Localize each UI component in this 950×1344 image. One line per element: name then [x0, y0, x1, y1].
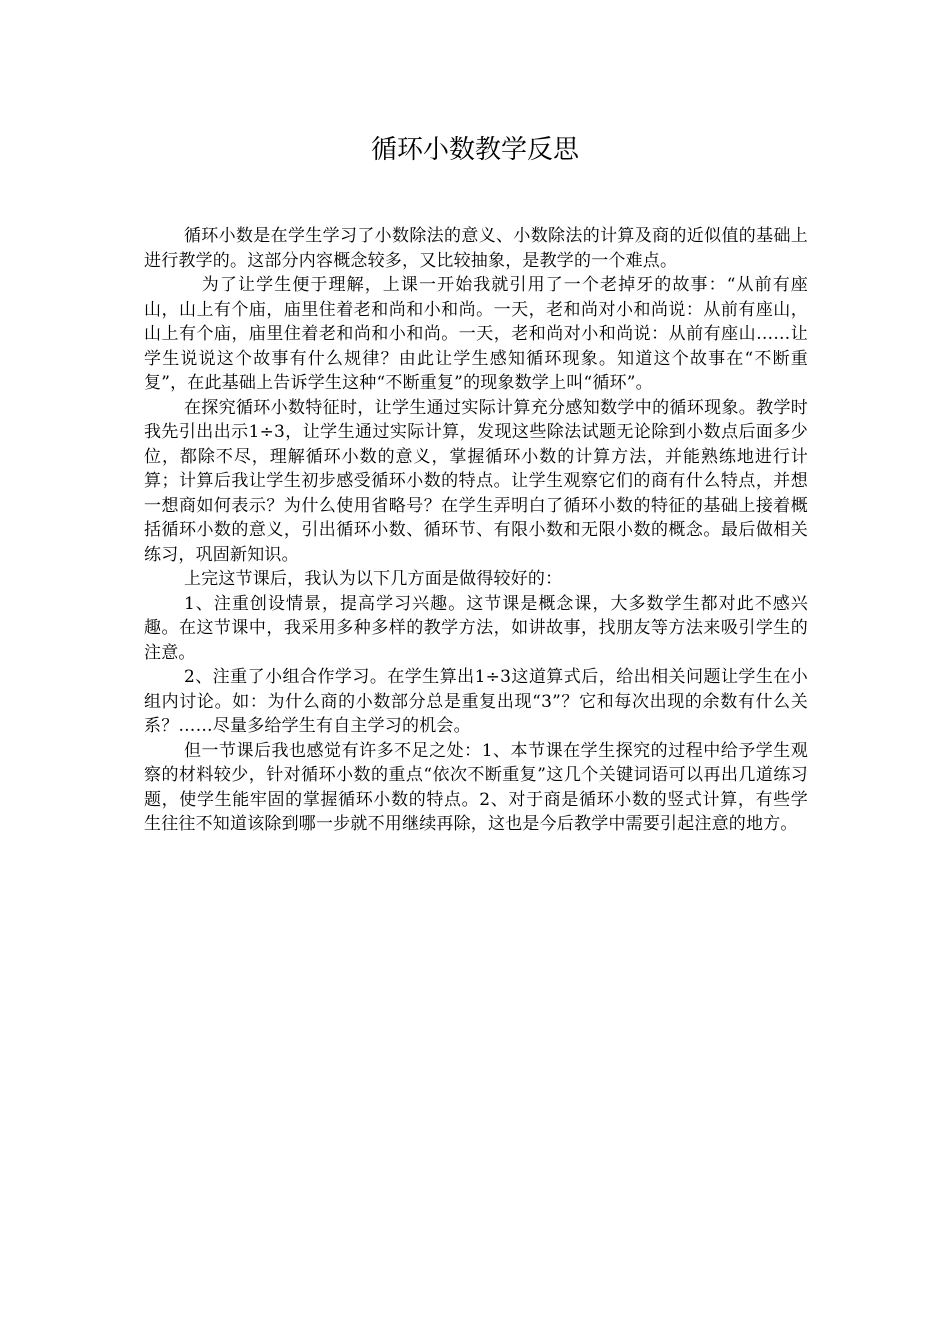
paragraph-shortcomings: 但一节课后我也感觉有许多不足之处：1、本节课在学生探究的过程中给予学生观察的材料较少，针对循环小数的重点“依次不断重复”这几个关键词语可以再出几道练习题，使学生能牢固的掌握循环小数的特点。2、对于商是循环小数的竖式计算，有些学生往往不知道该除到哪一步就不用继续再除，这也是今后教学中需要引起注意的地方。: [144, 740, 808, 834]
document-body: [144, 224, 808, 837]
document-title: 循环小数教学反思: [370, 135, 579, 165]
paragraph-strengths-heading: 上完这节课后，我认为以下几方面是做得较好的：: [183, 569, 563, 589]
paragraph-story: 为了让学生便于理解，上课一开始我就引用了一个老掉牙的故事：“从前有座山，山上有个庙，庙里住着老和尚和小和尚。一天，老和尚对小和尚说：从前有座山，山上有个庙，庙里住着老和尚和小和尚。一天，老和尚对小和尚说：从前有座山……让学生说说这个故事有什么规律？由此让学生感知循环现象。知道这个故事在“不断重复”，在此基础上告诉学生这种“不断重复”的现象数学上叫“循环”。: [144, 275, 808, 393]
paragraph-strength-1: 1、注重创设情景，提高学习兴趣。这节课是概念课，大多数学生都对此不感兴趣。在这节课中，我采用多种多样的教学方法，如讲故事，找朋友等方法来吸引学生的注意。: [144, 593, 808, 663]
paragraph-intro: 循环小数是在学生学习了小数除法的意义、小数除法的计算及商的近似值的基础上进行教学的。这部分内容概念较多，又比较抽象，是教学的一个难点。: [144, 226, 808, 271]
paragraph-strength-2: 2、注重了小组合作学习。在学生算出1÷3这道算式后，给出相关问题让学生在小组内讨论。如：为什么商的小数部分总是重复出现“3”？它和每次出现的余数有什么关系？……尽量多给学生有自主学习的机会。: [144, 667, 808, 736]
paragraph-exploration: 在探究循环小数特征时，让学生通过实际计算充分感知数学中的循环现象。教学时我先引出出示1÷3，让学生通过实际计算，发现这些除法试题无论除到小数点后面多少位，都除不尽，理解循环小数的意义，掌握循环小数的计算方法，并能熟练地进行计算；计算后我让学生初步感受循环小数的特点。让学生观察它们的商有什么特点，并想一想商如何表示？为什么使用省略号？在学生弄明白了循环小数的特征的基础上接着概括循环小数的意义，引出循环小数、循环节、有限小数和无限小数的概念。最后做相关练习，巩固新知识。: [144, 397, 808, 565]
